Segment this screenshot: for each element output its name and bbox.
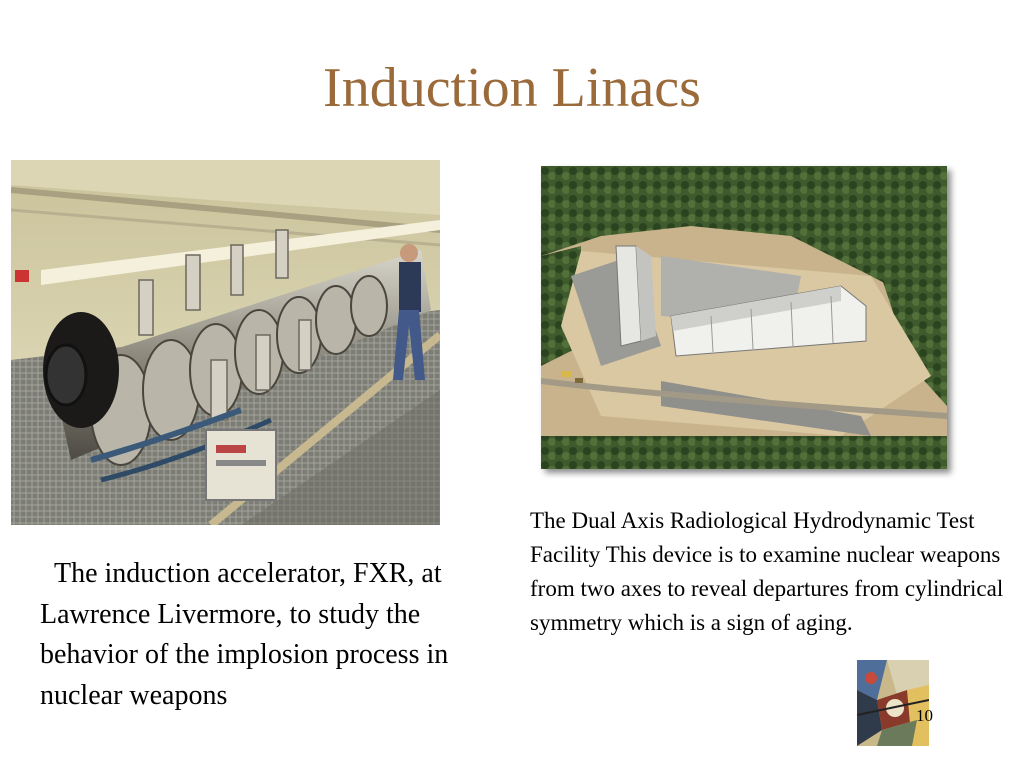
decorative-painting-thumbnail: [857, 660, 929, 746]
facility-caption: The Dual Axis Radiological Hydrodynamic Test Facility This device is to examine nuclear weapons from two axes to reveal departures from cylindrical symmetry which is a sign of aging.: [530, 508, 1004, 635]
page-number: 10: [916, 706, 933, 725]
facility-aerial-photo: [541, 166, 947, 469]
accelerator-caption: The induction accelerator, FXR, at Lawrence Livermore, to study the behavior of the implosion process in nuclear weapons: [40, 558, 449, 711]
accelerator-photo: [11, 160, 440, 525]
slide-title: Induction Linacs: [323, 57, 701, 119]
